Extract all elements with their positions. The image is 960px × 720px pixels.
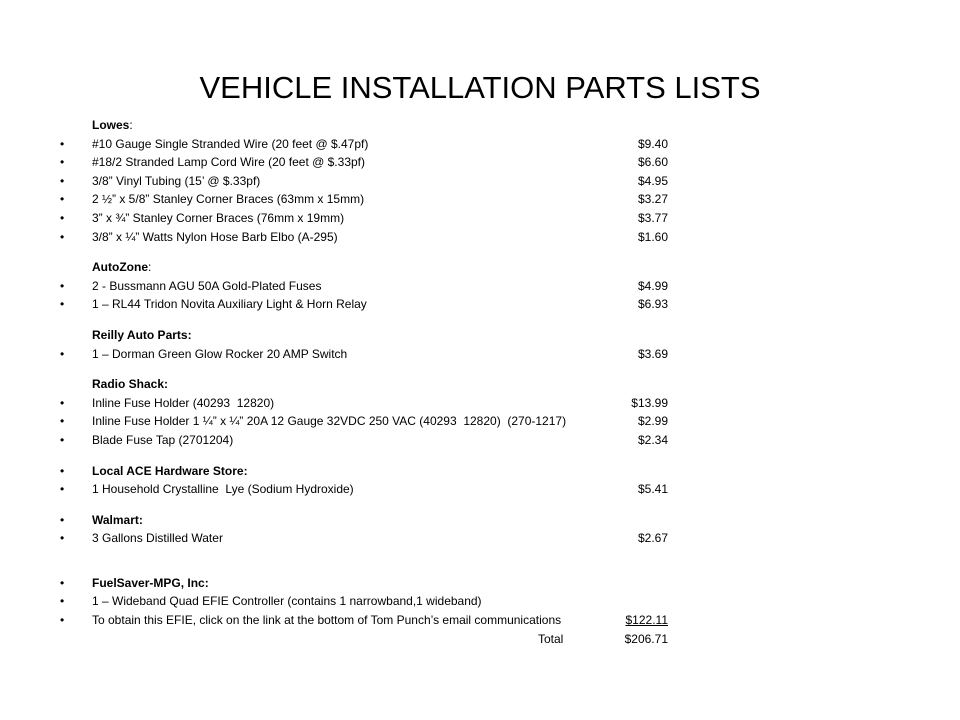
item-price: $3.69 (637, 346, 668, 361)
heading-colon: : (129, 118, 133, 132)
section-heading-label: Lowes: (92, 118, 133, 132)
item-price: $4.95 (637, 173, 668, 188)
list-item (0, 153, 960, 172)
section-heading (0, 511, 960, 530)
total-value: $206.71 (624, 631, 668, 646)
section-heading (0, 375, 960, 394)
bullet-icon: • (60, 575, 65, 590)
item-description: 1 Household Crystalline Lye (Sodium Hydroxide) (92, 482, 354, 497)
list-item (0, 412, 960, 431)
item-price: $1.60 (637, 229, 668, 244)
section-heading (0, 462, 960, 481)
item-description: Inline Fuse Holder 1 ¼” x ¼” 20A 12 Gauge 32VDC 250 VAC (40293 12820) (270-1217) (92, 414, 567, 429)
list-item (0, 345, 960, 364)
item-description: 2 ½” x 5/8” Stanley Corner Braces (63mm x 15mm) (92, 192, 365, 207)
section-spacer (0, 450, 960, 462)
section-heading-label: FuelSaver-MPG, Inc: (92, 575, 209, 590)
bullet-icon: • (60, 395, 65, 410)
item-description: To obtain this EFIE, click on the link at the bottom of Tom Punch’s email communications (92, 613, 562, 628)
item-description: #18/2 Stranded Lamp Cord Wire (20 feet @ $.33pf) (92, 155, 365, 170)
section-spacer (0, 363, 960, 375)
item-description: 3/8” x ¼” Watts Nylon Hose Barb Elbo (A-295) (92, 229, 338, 244)
section-heading-label: Reilly Auto Parts: (92, 327, 192, 342)
list-item (0, 480, 960, 499)
section-heading (0, 116, 960, 135)
bullet-icon: • (60, 346, 65, 361)
bullet-icon: • (60, 210, 65, 225)
section-heading-label: Radio Shack: (92, 377, 169, 392)
total-label: Total (538, 631, 564, 646)
section-heading-label: Walmart: (92, 512, 143, 527)
section-heading (0, 258, 960, 277)
list-item (0, 277, 960, 296)
item-price: $5.41 (637, 482, 668, 497)
list-item (0, 611, 960, 630)
item-description: 3/8” Vinyl Tubing (15’ @ $.33pf) (92, 173, 261, 188)
item-price: $9.40 (637, 136, 668, 151)
section-heading (0, 326, 960, 345)
item-price: $122.11 (625, 613, 668, 628)
item-price: $6.60 (637, 155, 668, 170)
bullet-icon: • (60, 229, 65, 244)
item-description: 1 – Wideband Quad EFIE Controller (contains 1 narrowband,1 wideband) (92, 594, 482, 609)
list-item (0, 209, 960, 228)
item-description: 1 – RL44 Tridon Novita Auxiliary Light & Horn Relay (92, 297, 367, 312)
page-title: VEHICLE INSTALLATION PARTS LISTS (199, 70, 761, 105)
section-heading-label: AutoZone: (92, 260, 152, 275)
bullet-icon: • (60, 613, 65, 628)
item-price: $6.93 (637, 297, 668, 312)
bullet-icon: • (60, 432, 65, 447)
bullet-icon: • (60, 512, 65, 527)
list-item (0, 295, 960, 314)
item-description: 2 - Bussmann AGU 50A Gold-Plated Fuses (92, 278, 322, 293)
section-heading-label: Local ACE Hardware Store: (92, 463, 248, 478)
section-spacer (0, 499, 960, 511)
item-price: $2.67 (637, 531, 668, 546)
bullet-icon: • (60, 414, 65, 429)
bullet-icon: • (60, 155, 65, 170)
bullet-icon: • (60, 482, 65, 497)
bullet-icon: • (60, 278, 65, 293)
list-item (0, 135, 960, 154)
item-price: $3.27 (637, 192, 668, 207)
item-price: $13.99 (631, 395, 668, 410)
bullet-icon: • (60, 136, 65, 151)
section-heading (0, 574, 960, 593)
heading-colon: : (148, 260, 152, 275)
item-description: Blade Fuse Tap (2701204) (92, 432, 234, 447)
list-item (0, 228, 960, 247)
item-description: 3” x ¾” Stanley Corner Braces (76mm x 19mm) (92, 210, 345, 225)
section-spacer (0, 548, 960, 574)
item-description: 1 – Dorman Green Glow Rocker 20 AMP Switch (92, 346, 348, 361)
list-item (0, 592, 960, 611)
section-spacer (0, 314, 960, 326)
item-price: $2.99 (637, 414, 668, 429)
parts-list (0, 116, 960, 648)
item-price: $4.99 (637, 278, 668, 293)
bullet-icon: • (60, 463, 65, 478)
list-item (0, 190, 960, 209)
list-item (0, 172, 960, 191)
item-description: Inline Fuse Holder (40293 12820) (92, 395, 275, 410)
list-item (0, 394, 960, 413)
item-price: $3.77 (637, 210, 668, 225)
bullet-icon: • (60, 297, 65, 312)
bullet-icon: • (60, 531, 65, 546)
bullet-icon: • (60, 173, 65, 188)
item-price: $2.34 (637, 432, 668, 447)
list-item (0, 529, 960, 548)
bullet-icon: • (60, 594, 65, 609)
item-description: 3 Gallons Distilled Water (92, 531, 223, 546)
list-item (0, 431, 960, 450)
bullet-icon: • (60, 192, 65, 207)
item-description: #10 Gauge Single Stranded Wire (20 feet @ $.47pf) (92, 136, 369, 151)
section-spacer (0, 246, 960, 258)
total-row (0, 630, 960, 649)
